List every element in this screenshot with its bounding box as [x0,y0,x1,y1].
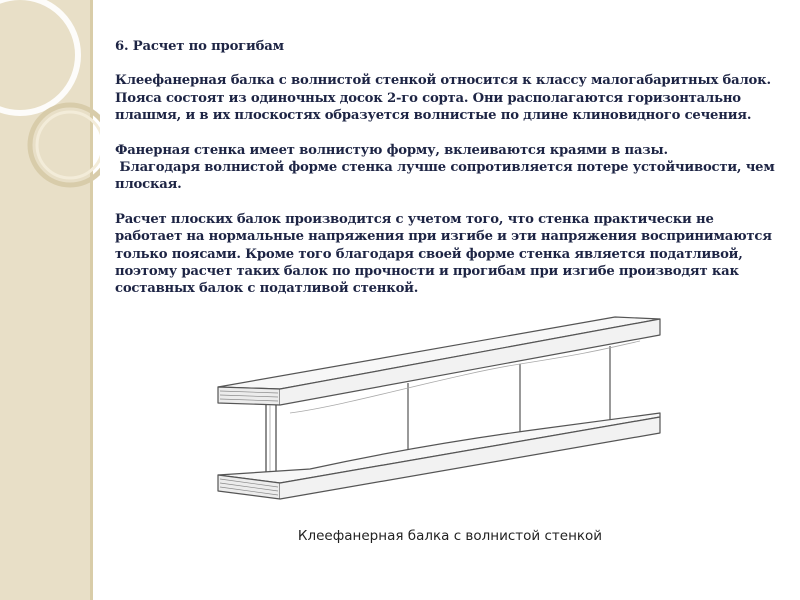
paragraph-calculation: Расчет плоских балок производится с учетом того, что стенка практически не работает на нормальные напряжения при изгибе и эти напряжения воспринимаются только поясами. Кроме того благодаря своей форме стенка является податливой, поэтому расчет таких балок по прочности и прогибам при изгибе производят как составных балок с податливой стенкой. [115,211,772,297]
paragraph-wall-stability: Благодаря волнистой форме стенка лучше сопротивляется потере устойчивости, чем плоская. [115,160,780,193]
bottom-flange-side-face [280,417,660,499]
figure-caption: Клеефанерная балка с волнистой стенкой [297,528,603,544]
decorative-rings [0,0,100,600]
bottom-flange-top-face [218,413,660,483]
slide-title: 6. Расчет по прогибам [115,39,284,54]
paragraph-beam-class: Клеефанерная балка с волнистой стенкой относится к классу малогабаритных балок. Пояса состоят из одиночных досок 2-го сорта. Они располагаются горизонтально плашмя, и в их плоскостях образуется волнистые по длине клиновидного сечения. [115,73,771,124]
decorative-ring-inner [37,112,100,178]
slide-body [115,38,780,315]
paragraph-wall-shape: Фанерная стенка имеет волнистую форму, вклеиваются краями в пазы. [115,142,668,158]
top-flange-top-face [218,317,660,389]
decorative-ring-large [0,0,78,113]
top-flange-side-face [280,319,660,405]
beam-illustration [200,305,680,520]
